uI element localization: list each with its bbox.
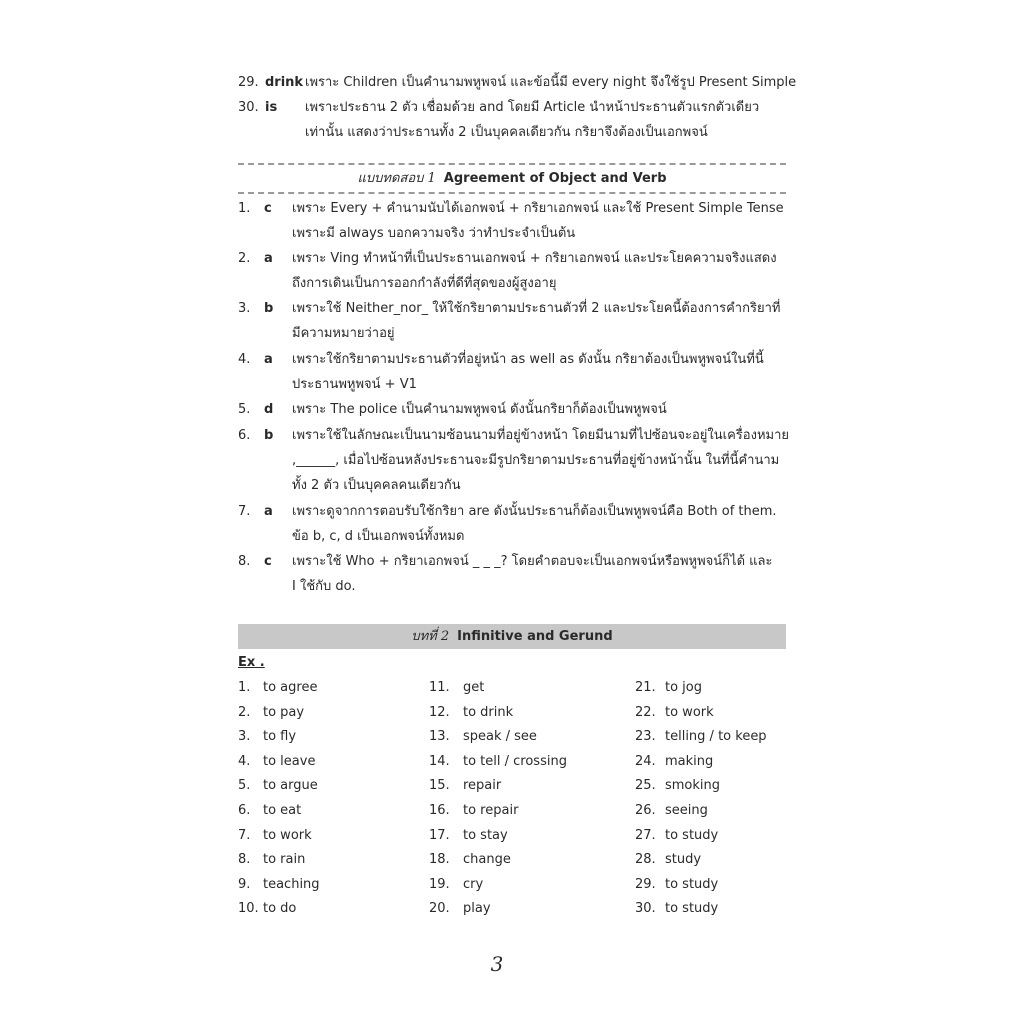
answer-value: to drink	[463, 705, 514, 720]
item-answer: a	[264, 504, 273, 519]
answer-value: play	[463, 901, 491, 916]
answer-number: 10.	[238, 901, 259, 916]
item-explanation: เพราะ The police เป็นคำนามพหูพจน์ ดังนั้นกริยาก็ต้องเป็นพหูพจน์	[292, 402, 667, 417]
item-explanation: ประธานพหูพจน์ + V1	[292, 377, 417, 392]
chapter-english: Infinitive and Gerund	[457, 629, 613, 644]
item-answer: drink	[265, 75, 304, 90]
item-explanation: I ใช้กับ do.	[292, 579, 356, 594]
item-explanation: เพราะ Ving ทำหน้าที่เป็นประธานเอกพจน์ + กริยาเอกพจน์ และประโยคความจริงแสดง	[292, 251, 777, 266]
item-explanation: ข้อ b, c, d เป็นเอกพจน์ทั้งหมด	[292, 529, 465, 544]
chapter-title	[238, 627, 786, 647]
answer-number: 25.	[635, 778, 656, 793]
answer-number: 14.	[429, 754, 450, 769]
item-number: 4.	[238, 352, 251, 367]
chapter-thai: บทที่ 2	[411, 629, 450, 644]
item-explanation: มีความหมายว่าอยู่	[292, 326, 395, 341]
answer-number: 21.	[635, 680, 656, 695]
answer-value: to repair	[463, 803, 519, 818]
answer-number: 27.	[635, 828, 656, 843]
item-answer: b	[264, 428, 274, 443]
item-answer: c	[264, 201, 272, 216]
answer-number: 12.	[429, 705, 450, 720]
answer-number: 29.	[635, 877, 656, 892]
answer-value: speak / see	[463, 729, 537, 744]
answer-value: making	[665, 754, 714, 769]
item-explanation: เพราะใช้กริยาตามประธานตัวที่อยู่หน้า as well as ดังนั้น กริยาต้องเป็นพหูพจน์ในที่นี้	[292, 352, 764, 367]
answer-value: to eat	[263, 803, 302, 818]
answer-number: 4.	[238, 754, 251, 769]
exercise-label: Ex .	[238, 655, 265, 670]
answer-value: cry	[463, 877, 484, 892]
item-explanation: เพราะ Children เป็นคำนามพหูพจน์ และข้อนี้มี every night จึงใช้รูป Present Simple	[305, 75, 797, 90]
page-number: 3	[490, 952, 504, 976]
item-number: 3.	[238, 301, 251, 316]
answer-value: get	[463, 680, 485, 695]
answer-value: to work	[665, 705, 714, 720]
answer-number: 6.	[238, 803, 251, 818]
item-answer: b	[264, 301, 274, 316]
answer-value: to fly	[263, 729, 297, 744]
answer-value: to work	[263, 828, 312, 843]
item-explanation: เพราะประธาน 2 ตัว เชื่อมด้วย and โดยมี Article นำหน้าประธานตัวแรกตัวเดียว	[305, 100, 760, 115]
item-explanation: เพราะดูจากการตอบรับใช้กริยา are ดังนั้นประธานก็ต้องเป็นพหูพจน์คือ Both of them.	[292, 504, 777, 519]
item-explanation: ถึงการเดินเป็นการออกกำลังที่ดีที่สุดของผู้สูงอายุ	[292, 276, 557, 291]
answer-number: 2.	[238, 705, 251, 720]
dashed-divider	[238, 163, 786, 165]
chapter-banner	[238, 624, 786, 649]
item-number: 7.	[238, 504, 251, 519]
answer-number: 22.	[635, 705, 656, 720]
item-answer: c	[264, 554, 272, 569]
item-explanation: เพราะใช้ Neither_nor_ ให้ใช้กริยาตามประธานตัวที่ 2 และประโยคนี้ต้องการคำกริยาที่	[292, 301, 781, 316]
answer-value: to stay	[463, 828, 508, 843]
answer-number: 28.	[635, 852, 656, 867]
answer-number: 13.	[429, 729, 450, 744]
answer-value: seeing	[665, 803, 708, 818]
answer-number: 30.	[635, 901, 656, 916]
section-heading	[238, 169, 786, 189]
answer-value: to agree	[263, 680, 318, 695]
item-explanation: เพราะมี always บอกความจริง ว่าทำประจำเป็นต้น	[292, 226, 576, 241]
answer-number: 5.	[238, 778, 251, 793]
item-number: 2.	[238, 251, 251, 266]
answer-number: 3.	[238, 729, 251, 744]
item-explanation: เพราะใช้ในลักษณะเป็นนามซ้อนนามที่อยู่ข้างหน้า โดยมีนามที่ไปซ้อนจะอยู่ในเครื่องหมาย	[292, 428, 789, 443]
item-explanation: เพราะใช้ Who + กริยาเอกพจน์ _ _ _? โดยคำตอบจะเป็นเอกพจน์หรือพหูพจน์ก็ได้ และ	[292, 554, 773, 569]
answer-value: study	[665, 852, 702, 867]
answer-number: 15.	[429, 778, 450, 793]
answer-value: to leave	[263, 754, 316, 769]
answer-number: 19.	[429, 877, 450, 892]
answer-value: to pay	[263, 705, 305, 720]
answer-value: to jog	[665, 680, 703, 695]
answer-number: 1.	[238, 680, 251, 695]
answer-value: to do	[263, 901, 297, 916]
answer-number: 18.	[429, 852, 450, 867]
heading-english: Agreement of Object and Verb	[443, 171, 667, 186]
answer-number: 16.	[429, 803, 450, 818]
item-explanation: ,______, เมื่อไปซ้อนหลังประธานจะมีรูปกริยาตามประธานที่อยู่ข้างหน้านั้น ในที่นี้คำนาม	[292, 453, 780, 468]
answer-number: 17.	[429, 828, 450, 843]
answer-value: to study	[665, 901, 719, 916]
answer-value: to study	[665, 828, 719, 843]
item-number: 6.	[238, 428, 251, 443]
answer-value: change	[463, 852, 511, 867]
item-explanation: ทั้ง 2 ตัว เป็นบุคคลคนเดียวกัน	[292, 478, 461, 493]
answer-value: repair	[463, 778, 502, 793]
item-number: 29.	[238, 75, 259, 90]
item-explanation: เท่านั้น แสดงว่าประธานทั้ง 2 เป็นบุคคลเดียวกัน กริยาจึงต้องเป็นเอกพจน์	[305, 125, 708, 140]
answer-number: 9.	[238, 877, 251, 892]
item-answer: is	[265, 100, 278, 115]
item-number: 1.	[238, 201, 251, 216]
item-answer: d	[264, 402, 274, 417]
answer-number: 23.	[635, 729, 656, 744]
heading-thai: แบบทดสอบ 1	[357, 171, 436, 186]
item-explanation: เพราะ Every + คำนามนับได้เอกพจน์ + กริยาเอกพจน์ และใช้ Present Simple Tense	[292, 201, 784, 216]
item-number: 5.	[238, 402, 251, 417]
answer-value: to rain	[263, 852, 306, 867]
answer-number: 8.	[238, 852, 251, 867]
item-answer: a	[264, 251, 273, 266]
answer-value: to argue	[263, 778, 318, 793]
answer-value: smoking	[665, 778, 721, 793]
item-number: 30.	[238, 100, 259, 115]
item-number: 8.	[238, 554, 251, 569]
answer-number: 7.	[238, 828, 251, 843]
answer-number: 24.	[635, 754, 656, 769]
answer-value: teaching	[263, 877, 320, 892]
answer-number: 20.	[429, 901, 450, 916]
dashed-divider	[238, 192, 786, 194]
answer-value: telling / to keep	[665, 729, 767, 744]
answer-number: 26.	[635, 803, 656, 818]
answer-value: to tell / crossing	[463, 754, 567, 769]
item-answer: a	[264, 352, 273, 367]
answer-value: to study	[665, 877, 719, 892]
answer-number: 11.	[429, 680, 450, 695]
